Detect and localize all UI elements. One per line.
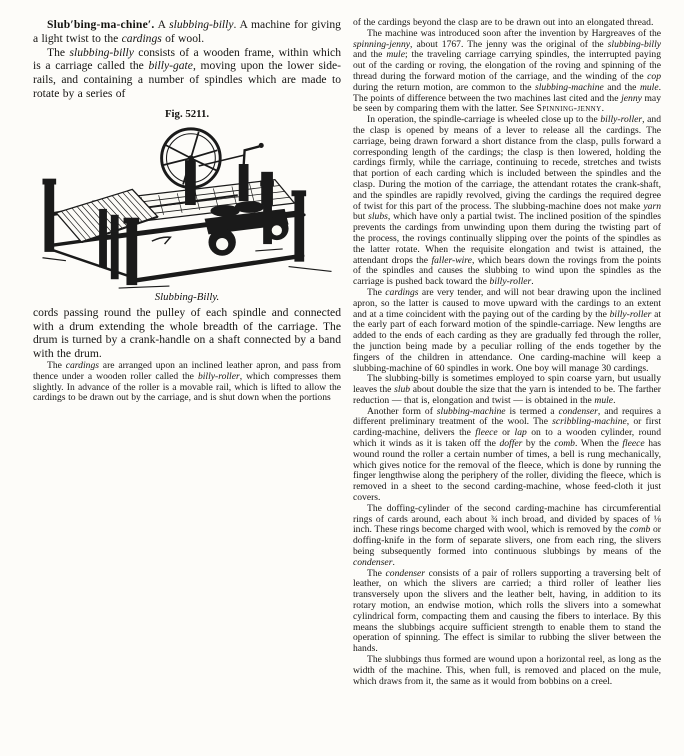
left-column-text-top [33, 18, 341, 101]
right-column [353, 18, 661, 687]
figure-caption: Slubbing-Billy. [154, 290, 220, 303]
paragraph: of the cardings beyond the clasp are to be drawn out into an elongated thread. [353, 17, 654, 28]
paragraph: cords passing round the pulley of each spindle and connected with a drum extending the whole breadth of the carriage. The drum is turned by a crank-handle on a shaft connected by a band with the drum. [33, 305, 341, 361]
paragraph: The cardings are very tender, and will not bear drawing upon the inclined apron, so the latter is caused to move upward with the cardings to an extent and at a time coincident with the paying out of the carding by the billy-roller at the early part of each forward motion of the spindle-carriage. New lengths are added to the ends of each carding as they are gradually fed through the roller, the junction being made by a peculiar rolling of the ends together by the fingers of the children in attendance. One carding-machine will keep a slubbing-machine of 60 spindles in work. One boy will manage 30 cardings. [353, 286, 661, 374]
paragraph: The doffing-cylinder of the second carding-machine has circumferential rings of cards around, each about ¾ inch broad, and divided by spaces of ⅛ inch. These rings become charged with wool, which is removed by the comb or doffing-knife in the form of separate slivers, one from each ring, the slivers being subsequently formed into continuous slubbings by means of the condenser. [353, 502, 661, 568]
paragraph: Slub′bing-ma-chine′. A slubbing-billy. A machine for giving a light twist to the cardings of wool. [33, 18, 341, 45]
right-column-text [353, 18, 661, 687]
paragraph: The condenser consists of a pair of rollers supporting a traversing belt of leather, on which the slivers are carried; a third roller of leather lies transversely upon the slivers and the leather belt, having, in addition to its rotary motion, an endwise motion, which rolls the slivers into a somewhat cylindrical form, compacting them and causing the fibers to interlace. By this means the slubbings acquire sufficient strength to enable them to stand the operation of spinning. The effect is similar to rubbing the sliver between the hands. [353, 567, 661, 655]
paragraph: The slubbings thus formed are wound upon a horizontal reel, as long as the width of the machine. This, when full, is removed and placed on the mule, which draws from it, the same as it would from bobbins on a creel. [353, 654, 661, 687]
paragraph: The slubbing-billy is sometimes employed to spin coarse yarn, but usually leaves the slub about double the size that the yarn is intended to be. The farther reduction — that is, elongation and twist — is obtained in the mule. [353, 373, 662, 406]
paragraph: The cardings are arranged upon an inclined leather apron, and pass from thence under a wooden roller called the billy-roller, which compresses them slightly. In advance of the roller is a movable rail, which is lifted to allow the cardings to be drawn out by the carriage, and is shut down when the portions [33, 359, 342, 404]
figure-label: Fig. 5211. [164, 107, 210, 120]
paragraph: In operation, the spindle-carriage is wheeled close up to the billy-roller, and the clasp is opened by means of a lever to release all the cardings. The carriage, being drawn forward a short distance from the clasp, pulls forward a corresponding length of the cardings; the clasp is then lowered, holding the cardings firmly, while the carriage, continuing to recede, stretches and twists that portion of each carding which is included between the spindles and the clasp. During the motion of the carriage, the attendant rotates the crank-shaft, and the spindles are rapidly revolved, giving the cardings the required degree of twist for this part of the process. The slubbing-machine does not make yarn but slubs, which have only a partial twist. The inclined position of the spindles prevents the cardings from unwinding upon them during the twisting part of the process, the rovings continually slipping over the points of the spindles as the latter rotate. When the requisite elongation and twist is attained, the attendant drops the faller-wire, which bears down the rovings from the points of the spindles and causes the slubbing to wind upon the spindles as the carriage is pushed back toward the billy-roller. [353, 114, 661, 288]
paragraph: The machine was introduced soon after the invention by Hargreaves of the spinning-jenny, about 1767. The jenny was the original of the slubbing-billy and the mule; the traveling carriage carrying spindles, the interrupted paying out of the carding or roving, the elongation of the roving and spinning of the thread during the forward motion of the carriage, and the winding of the cop during the return motion, are common to the slubbing-machine and the mule. The points of difference between the two machines last cited and the jenny may be seen by comparing them with the latter. See Spinning-jenny. [353, 27, 662, 115]
paragraph: Another form of slubbing-machine is termed a condenser, and requires a different preliminary treatment of the wool. The scribbling-machine, or first carding-machine, delivers the fleece or lap on to a wooden cylinder, round which it winds as it is taken off the doffer by the comb. When the fleece has wound round the roller a certain number of times, a bell is rung mechanically, which gives notice for the removal of the fleece, which is done by running the finger lengthwise along the periphery of the roller, dividing the fleece, which is removed in a sheet to the second carding-machine, whose feed-cloth it just covers. [353, 405, 662, 504]
paragraph: The slubbing-billy consists of a wooden frame, within which is a carriage called the billy-gate, moving upon the lower side-rails, and containing a number of spindles which are made to rotate by a series of [33, 45, 341, 100]
slubbing-billy-engraving [40, 123, 334, 289]
left-column [33, 18, 341, 687]
figure-5211 [33, 108, 341, 303]
left-column-text-bottom [33, 306, 341, 404]
